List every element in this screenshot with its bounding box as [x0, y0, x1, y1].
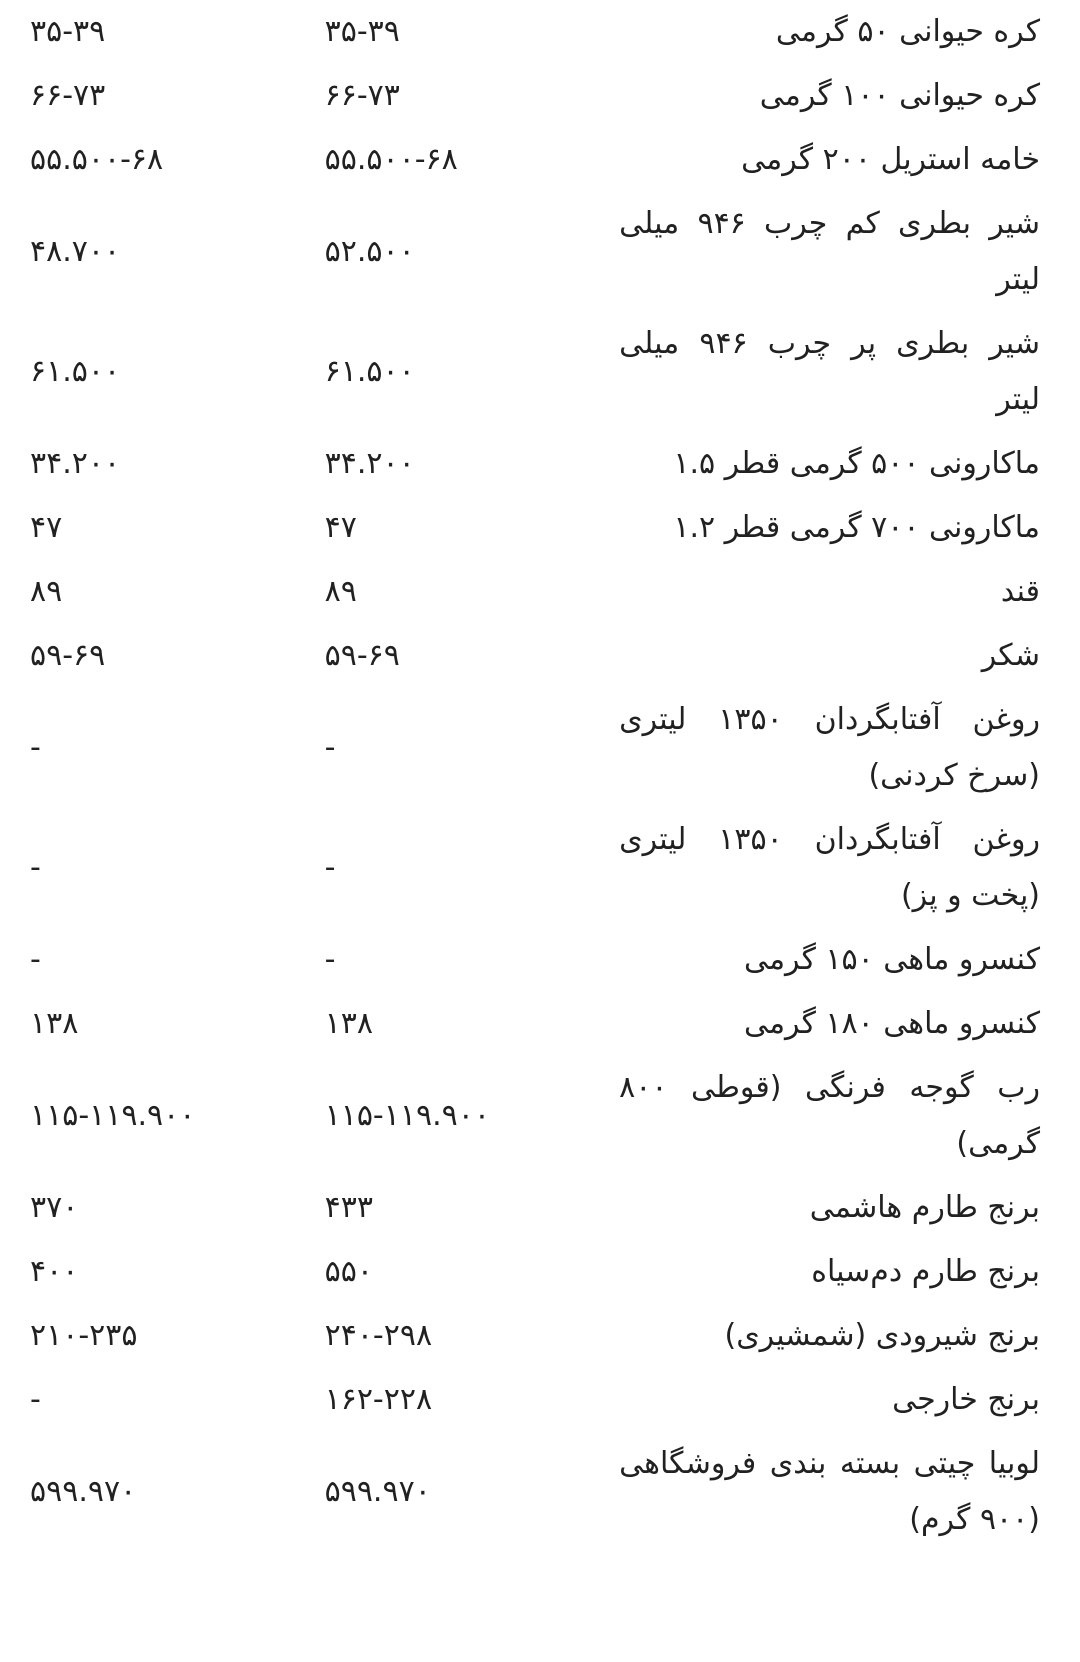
- price-cell-first: ۱۳۸: [324, 1006, 373, 1041]
- table-row: [30, 928, 1040, 992]
- price-cell-first: ۱۶۲-۲۲۸: [324, 1382, 433, 1417]
- product-name-cell: کره حیوانی ۱۰۰ گرمی: [759, 78, 1040, 113]
- price-table-body: [30, 0, 1040, 1552]
- table-row: [30, 688, 1040, 808]
- price-table: [30, 0, 1040, 1552]
- price-cell-first: ۵۲.۵۰۰: [324, 234, 415, 269]
- price-cell-second: ۱۳۸: [30, 1006, 79, 1041]
- price-cell-first: -: [324, 850, 336, 885]
- table-row: [30, 432, 1040, 496]
- product-name-cell: لوبیا چیتی بسته بندی فروشگاهی (۹۰۰ گرم): [619, 1446, 1040, 1537]
- table-row: [30, 1368, 1040, 1432]
- table-row: [30, 496, 1040, 560]
- price-cell-first: ۱۱۵-۱۱۹.۹۰۰: [324, 1098, 490, 1133]
- price-cell-second: -: [30, 1382, 41, 1417]
- product-name-cell: کنسرو ماهی ۱۸۰ گرمی: [743, 1006, 1040, 1041]
- product-name-cell: برنج طارم دم‌سیاه: [811, 1254, 1040, 1289]
- price-cell-first: ۴۳۳: [324, 1190, 373, 1225]
- product-name-cell: کره حیوانی ۵۰ گرمی: [775, 14, 1040, 49]
- product-name-cell: رب گوجه فرنگی (قوطی ۸۰۰ گرمی): [619, 1070, 1040, 1161]
- price-cell-first: ۶۱.۵۰۰: [324, 354, 415, 389]
- table-row: [30, 1304, 1040, 1368]
- price-cell-second: ۶۱.۵۰۰: [30, 354, 121, 389]
- table-row: [30, 192, 1040, 312]
- table-row: [30, 1432, 1040, 1552]
- price-cell-second: ۵۹۹.۹۷۰: [30, 1474, 137, 1509]
- price-cell-first: ۵۵۰: [324, 1254, 373, 1289]
- price-cell-second: ۵۵.۵۰۰-۶۸: [30, 142, 164, 177]
- table-row: [30, 808, 1040, 928]
- product-name-cell: برنج خارجی: [892, 1382, 1040, 1417]
- price-cell-first: ۳۴.۲۰۰: [324, 446, 415, 481]
- product-name-cell: شیر بطری کم چرب ۹۴۶ میلی لیتر: [619, 206, 1040, 297]
- price-cell-first: ۸۹: [324, 574, 357, 609]
- price-cell-second: ۸۹: [30, 574, 63, 609]
- product-name-cell: برنج طارم هاشمی: [809, 1190, 1040, 1225]
- price-cell-first: ۶۶-۷۳: [324, 78, 400, 113]
- price-cell-second: ۳۷۰: [30, 1190, 79, 1225]
- price-cell-second: ۲۱۰-۲۳۵: [30, 1318, 138, 1353]
- price-cell-second: ۴۷: [30, 510, 63, 545]
- product-name-cell: شیر بطری پر چرب ۹۴۶ میلی لیتر: [619, 326, 1040, 417]
- product-name-cell: برنج شیرودی (شمشیری): [724, 1318, 1040, 1353]
- price-cell-second: ۳۵-۳۹: [30, 14, 106, 49]
- table-row: [30, 1056, 1040, 1176]
- price-cell-second: -: [30, 850, 41, 885]
- price-cell-second: -: [30, 730, 41, 765]
- price-cell-second: ۵۹-۶۹: [30, 638, 106, 673]
- price-cell-second: ۶۶-۷۳: [30, 78, 106, 113]
- table-row: [30, 64, 1040, 128]
- product-name-cell: کنسرو ماهی ۱۵۰ گرمی: [743, 942, 1040, 977]
- table-row: [30, 312, 1040, 432]
- product-name-cell: قند: [1000, 574, 1040, 609]
- table-row: [30, 128, 1040, 192]
- price-cell-second: ۴۸.۷۰۰: [30, 234, 121, 269]
- table-row: [30, 1176, 1040, 1240]
- product-name-cell: ماکارونی ۵۰۰ گرمی قطر ۱.۵: [673, 446, 1040, 481]
- price-cell-first: ۵۹-۶۹: [324, 638, 400, 673]
- table-row: [30, 1240, 1040, 1304]
- price-cell-first: ۵۹۹.۹۷۰: [324, 1474, 431, 1509]
- price-cell-first: ۲۴۰-۲۹۸: [324, 1318, 433, 1353]
- product-name-cell: روغن آفتابگردان ۱۳۵۰ لیتری (سرخ کردنی): [619, 702, 1040, 793]
- table-row: [30, 624, 1040, 688]
- price-cell-second: -: [30, 942, 41, 977]
- product-name-cell: خامه استریل ۲۰۰ گرمی: [741, 142, 1040, 177]
- product-name-cell: شکر: [981, 638, 1040, 673]
- price-cell-second: ۱۱۵-۱۱۹.۹۰۰: [30, 1098, 196, 1133]
- price-cell-first: ۴۷: [324, 510, 357, 545]
- price-cell-first: ۵۵.۵۰۰-۶۸: [324, 142, 458, 177]
- product-name-cell: روغن آفتابگردان ۱۳۵۰ لیتری (پخت و پز): [619, 822, 1040, 913]
- table-row: [30, 560, 1040, 624]
- price-cell-first: -: [324, 942, 336, 977]
- product-name-cell: ماکارونی ۷۰۰ گرمی قطر ۱.۲: [673, 510, 1040, 545]
- table-row: [30, 992, 1040, 1056]
- price-cell-first: -: [324, 730, 336, 765]
- price-cell-second: ۴۰۰: [30, 1254, 79, 1289]
- price-cell-second: ۳۴.۲۰۰: [30, 446, 121, 481]
- price-cell-first: ۳۵-۳۹: [324, 14, 400, 49]
- table-row: [30, 0, 1040, 64]
